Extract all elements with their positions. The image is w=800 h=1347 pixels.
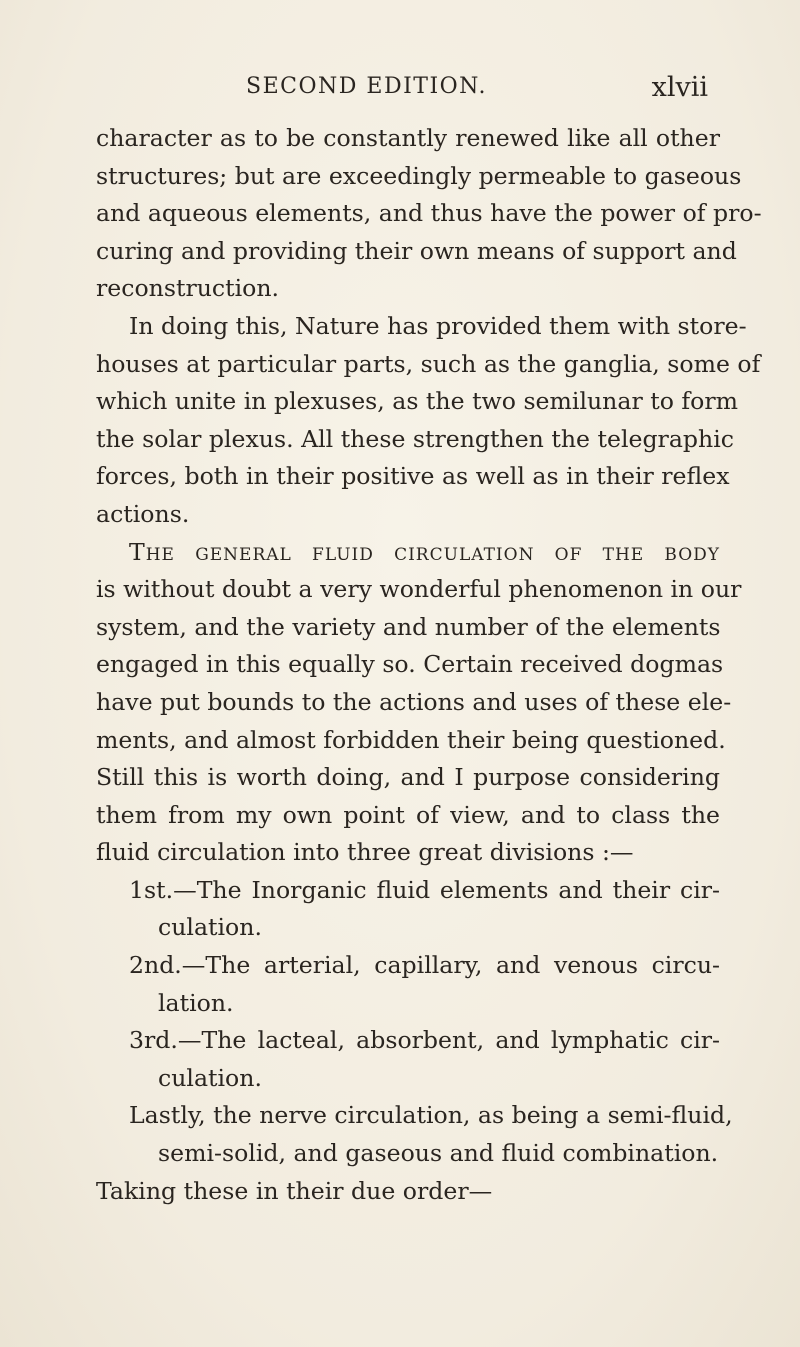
list-item-line: 1st.—The Inorganic fluid elements and their cir- (129, 875, 720, 904)
list-item-line: culation. (158, 1063, 262, 1092)
text-line: reconstruction. (96, 274, 280, 303)
list-item-line: Lastly, the nerve circulation, as being a semi-fluid, (129, 1101, 733, 1130)
text-line: is without doubt a very wonderful phenomenon in our (96, 575, 742, 604)
page-number: xlvii (651, 72, 708, 103)
text-line: ments, and almost forbidden their being questioned. (96, 725, 726, 754)
text-line: system, and the variety and number of the elements (96, 612, 721, 641)
text-line: curing and providing their own means of support and (96, 236, 737, 265)
list-item-line: lation. (158, 988, 234, 1017)
list-item-line: semi-solid, and gaseous and fluid combination. (158, 1139, 719, 1168)
text-line: structures; but are exceedingly permeable to gaseous (96, 161, 742, 190)
page-header (0, 74, 800, 114)
text-line: engaged in this equally so. Certain received dogmas (96, 650, 724, 679)
text-line: Taking these in their due order— (96, 1176, 493, 1205)
text-line: houses at particular parts, such as the ganglia, some of (96, 349, 761, 378)
list-item-line: culation. (158, 913, 262, 942)
list-item-line: 3rd.—The lacteal, absorbent, and lymphatic cir- (129, 1026, 720, 1055)
running-head: SECOND EDITION. (246, 74, 488, 99)
section-heading-line: The general fluid circulation of the body (129, 537, 720, 566)
text-line: and aqueous elements, and thus have the power of pro- (96, 199, 762, 228)
text-line: forces, both in their positive as well as in their reflex (96, 462, 730, 491)
text-line: actions. (96, 499, 190, 528)
text-line: In doing this, Nature has provided them with store- (129, 311, 747, 340)
text-line: the solar plexus. All these strengthen the telegraphic (96, 424, 734, 453)
text-line: character as to be constantly renewed like all other (96, 124, 720, 152)
text-line: have put bounds to the actions and uses of these ele- (96, 687, 732, 716)
text-line: fluid circulation into three great divisions :— (96, 838, 634, 867)
text-line: which unite in plexuses, as the two semilunar to form (96, 387, 738, 416)
body-text (96, 120, 762, 1210)
text-line: Still this is worth doing, and I purpose considering (96, 763, 720, 792)
list-item-line: 2nd.—The arterial, capillary, and venous circu- (129, 951, 720, 980)
text-line: them from my own point of view, and to class the (96, 800, 720, 829)
